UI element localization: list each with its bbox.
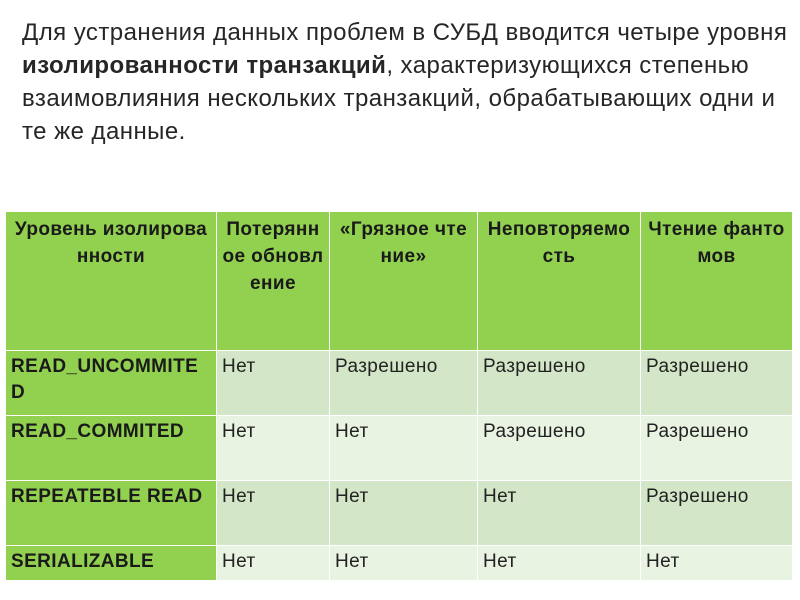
table-row <box>6 351 793 416</box>
table-row <box>6 481 793 546</box>
non-repeatable-read-cell: Нет <box>478 481 641 546</box>
dirty-read-cell: Разрешено <box>330 351 478 416</box>
lost-update-cell: Нет <box>217 481 330 546</box>
level-cell: READ_UNCOMMITED <box>6 351 217 416</box>
lost-update-cell: Нет <box>217 416 330 481</box>
non-repeatable-read-cell: Нет <box>478 546 641 581</box>
header-lost-update: Потерянное обновление <box>217 212 330 351</box>
non-repeatable-read-cell: Разрешено <box>478 416 641 481</box>
header-phantom-read: Чтение фантомов <box>641 212 793 351</box>
level-cell: READ_COMMITED <box>6 416 217 481</box>
level-cell: REPEATEBLE READ <box>6 481 217 546</box>
table-row <box>6 416 793 481</box>
dirty-read-cell: Нет <box>330 481 478 546</box>
intro-text-start: Для устранения данных проблем в СУБД вводится четыре уровня <box>22 19 788 46</box>
header-isolation-level: Уровень изолированности <box>6 212 217 351</box>
dirty-read-cell: Нет <box>330 546 478 581</box>
lost-update-cell: Нет <box>217 546 330 581</box>
header-non-repeatable-read: Неповторяемость <box>478 212 641 351</box>
phantom-read-cell: Разрешено <box>641 416 793 481</box>
intro-paragraph <box>22 16 792 148</box>
isolation-levels-table <box>5 211 793 581</box>
intro-bold-term: изолированности транзакций <box>22 52 387 79</box>
lost-update-cell: Нет <box>217 351 330 416</box>
non-repeatable-read-cell: Разрешено <box>478 351 641 416</box>
table-row <box>6 546 793 581</box>
table-header-row <box>6 212 793 351</box>
header-dirty-read: «Грязное чтение» <box>330 212 478 351</box>
phantom-read-cell: Разрешено <box>641 481 793 546</box>
phantom-read-cell: Нет <box>641 546 793 581</box>
intro-text-end: , характеризующихся степенью взаимовлияния нескольких транзакций, обрабатывающих одни и те же данные. <box>22 52 776 145</box>
phantom-read-cell: Разрешено <box>641 351 793 416</box>
level-cell: SERIALIZABLE <box>6 546 217 581</box>
dirty-read-cell: Нет <box>330 416 478 481</box>
